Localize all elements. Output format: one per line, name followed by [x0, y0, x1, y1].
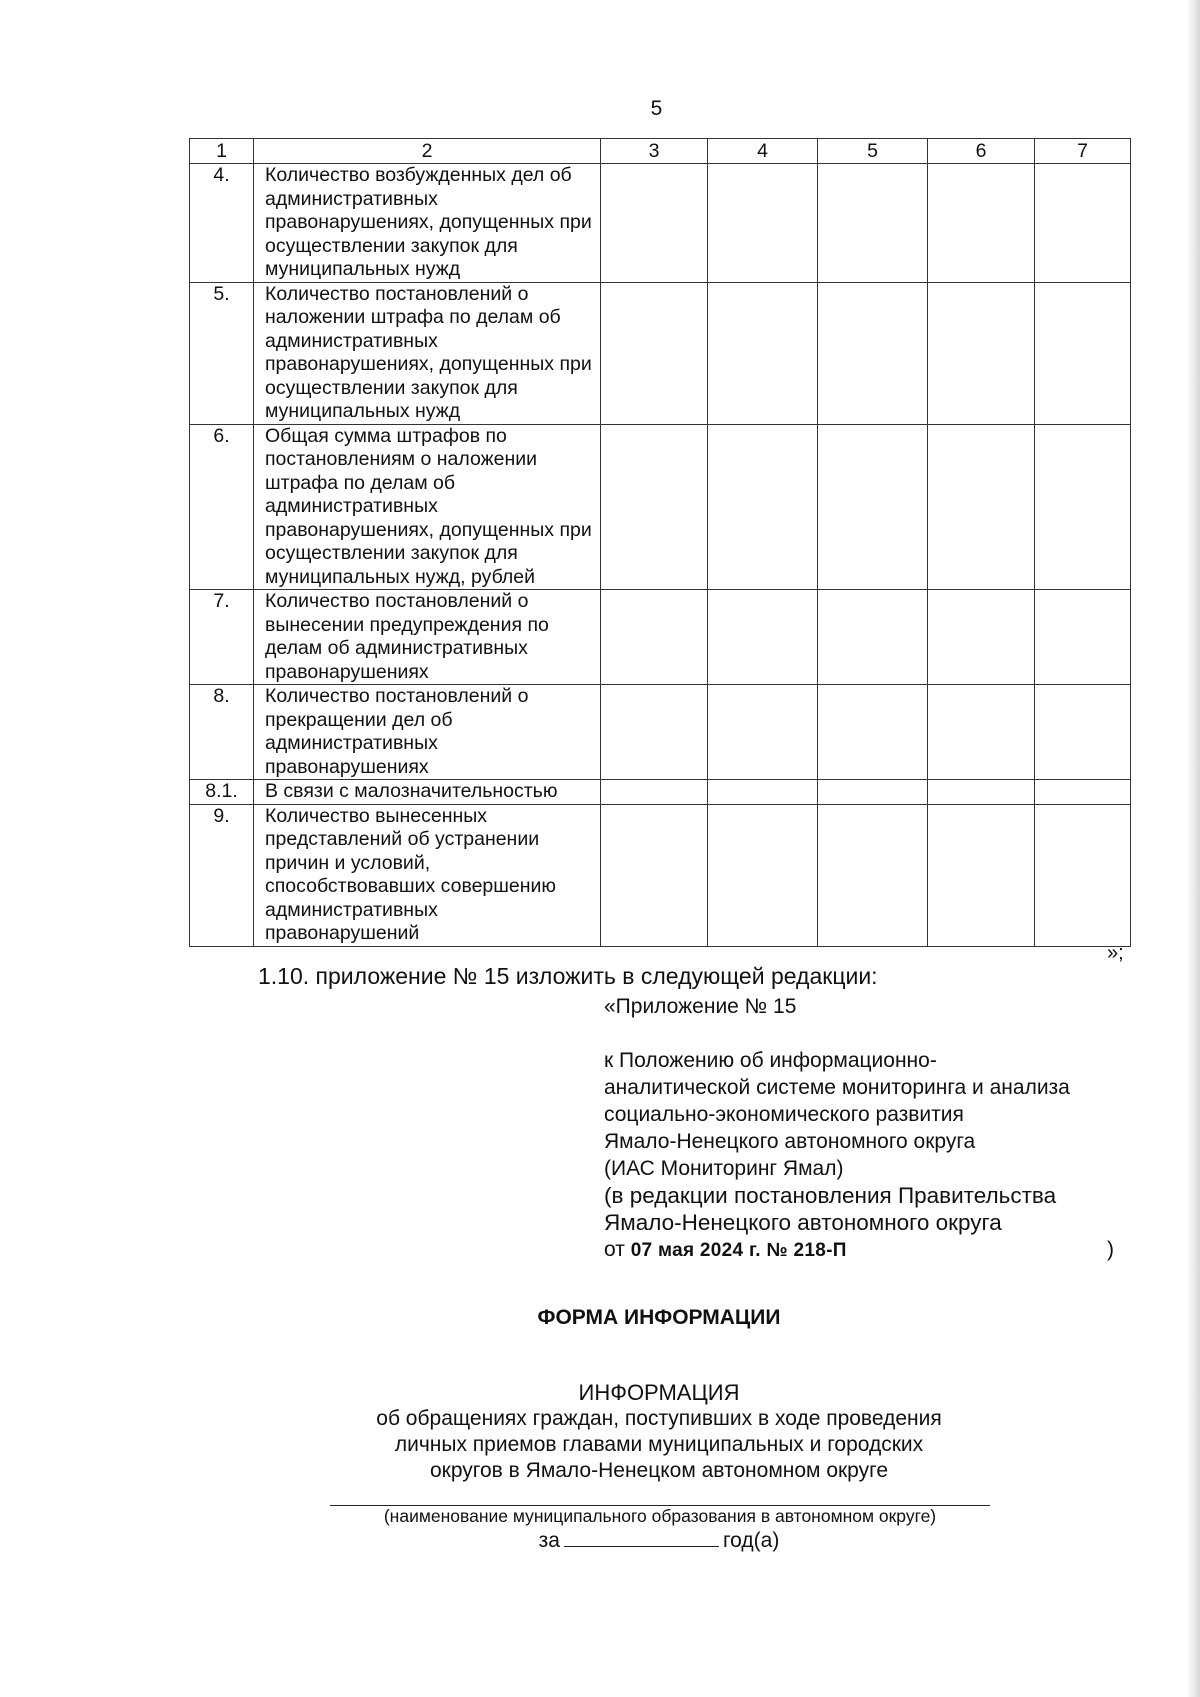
org-name-caption: (наименование муниципального образования в автономном округе) — [383, 1506, 937, 1526]
value-cell — [601, 780, 708, 805]
row-description: В связи с малозначительностью — [254, 780, 601, 805]
appendix-line: (ИАС Мониторинг Ямал) — [604, 1157, 844, 1180]
value-cell — [818, 590, 928, 685]
row-description: Количество постановлений о вынесении предупреждения по делам об административных правонарушениях — [254, 590, 601, 685]
value-cell — [928, 590, 1035, 685]
value-cell — [1035, 164, 1131, 283]
value-cell — [928, 780, 1035, 805]
table-header-row — [190, 139, 1131, 164]
row-number: 8. — [190, 685, 254, 780]
date-prefix: от — [604, 1238, 625, 1261]
form-title: ФОРМА ИНФОРМАЦИИ — [537, 1306, 781, 1329]
amendment-line: 1.10. приложение № 15 изложить в следующей редакции: — [258, 963, 878, 989]
column-header: 3 — [601, 139, 708, 164]
table-row — [190, 685, 1131, 780]
value-cell — [928, 164, 1035, 283]
year-line — [0, 1528, 1200, 1553]
value-cell — [818, 164, 928, 283]
value-cell — [601, 164, 708, 283]
year-prefix: за — [538, 1529, 560, 1552]
revision-date-line — [604, 1236, 1124, 1264]
table-row — [190, 590, 1131, 685]
value-cell — [928, 804, 1035, 946]
report-table — [189, 138, 1131, 947]
value-cell — [818, 685, 928, 780]
value-cell — [1035, 804, 1131, 946]
info-heading: ИНФОРМАЦИЯ — [578, 1380, 740, 1405]
row-number: 7. — [190, 590, 254, 685]
value-cell — [1035, 590, 1131, 685]
table-row — [190, 164, 1131, 283]
value-cell — [601, 685, 708, 780]
appendix-line: к Положению об информационно- — [604, 1049, 937, 1072]
table-row — [190, 804, 1131, 946]
row-description: Количество постановлений о прекращении дел об административных правонарушениях — [254, 685, 601, 780]
scan-edge-shadow — [1186, 0, 1200, 1697]
column-header: 5 — [818, 139, 928, 164]
value-cell — [708, 685, 818, 780]
appendix-line: социально-экономического развития — [604, 1103, 964, 1126]
info-line: личных приемов главами муниципальных и городских — [394, 1433, 924, 1456]
row-description: Количество постановлений о наложении штрафа по делам об административных правонарушениях, допущенных при осуществлении закупок для муниципальных нужд — [254, 282, 601, 424]
closing-quote: »; — [1107, 942, 1124, 964]
value-cell — [708, 164, 818, 283]
appendix-caption — [604, 1047, 1124, 1264]
value-cell — [818, 804, 928, 946]
closing-paren: ) — [1107, 1238, 1114, 1261]
value-cell — [601, 282, 708, 424]
info-line: об обращениях граждан, поступивших в ходе проведения — [376, 1407, 942, 1430]
value-cell — [1035, 780, 1131, 805]
value-cell — [601, 424, 708, 590]
appendix-title: «Приложение № 15 — [604, 995, 797, 1018]
revision-line: (в редакции постановления Правительства — [604, 1183, 1057, 1208]
value-cell — [928, 282, 1035, 424]
info-heading-block — [0, 1380, 1200, 1484]
row-number: 9. — [190, 804, 254, 946]
row-number: 4. — [190, 164, 254, 283]
value-cell — [601, 804, 708, 946]
value-cell — [708, 282, 818, 424]
table-row — [190, 780, 1131, 805]
value-cell — [818, 282, 928, 424]
column-header: 7 — [1035, 139, 1131, 164]
value-cell — [708, 424, 818, 590]
page-number: 5 — [650, 97, 663, 120]
value-cell — [928, 685, 1035, 780]
value-cell — [1035, 282, 1131, 424]
value-cell — [1035, 424, 1131, 590]
column-header: 2 — [254, 139, 601, 164]
value-cell — [601, 590, 708, 685]
column-header: 6 — [928, 139, 1035, 164]
revision-date: 07 мая 2024 г. № 218-П — [630, 1240, 847, 1261]
year-blank — [564, 1528, 719, 1547]
row-number: 8.1. — [190, 780, 254, 805]
info-line: округов в Ямало-Ненецком автономном округе — [429, 1459, 889, 1482]
value-cell — [928, 424, 1035, 590]
appendix-line: аналитической системе мониторинга и анализа — [604, 1076, 1070, 1099]
year-suffix: год(а) — [722, 1529, 780, 1552]
value-cell — [818, 780, 928, 805]
table-row — [190, 282, 1131, 424]
value-cell — [708, 590, 818, 685]
row-number: 5. — [190, 282, 254, 424]
value-cell — [1035, 685, 1131, 780]
value-cell — [818, 424, 928, 590]
column-header: 4 — [708, 139, 818, 164]
column-header: 1 — [190, 139, 254, 164]
revision-line: Ямало-Ненецкого автономного округа — [604, 1210, 1002, 1235]
value-cell — [708, 804, 818, 946]
row-description: Общая сумма штрафов по постановлениям о наложении штрафа по делам об административных правонарушениях, допущенных при осуществлении закупок для муниципальных нужд, рублей — [254, 424, 601, 590]
row-description: Количество вынесенных представлений об устранении причин и условий, способствовавших совершению административных правонарушений — [254, 804, 601, 946]
row-number: 6. — [190, 424, 254, 590]
row-description: Количество возбужденных дел об административных правонарушениях, допущенных при осуществлении закупок для муниципальных нужд — [254, 164, 601, 283]
value-cell — [708, 780, 818, 805]
table-row — [190, 424, 1131, 590]
appendix-line: Ямало-Ненецкого автономного округа — [604, 1130, 976, 1153]
